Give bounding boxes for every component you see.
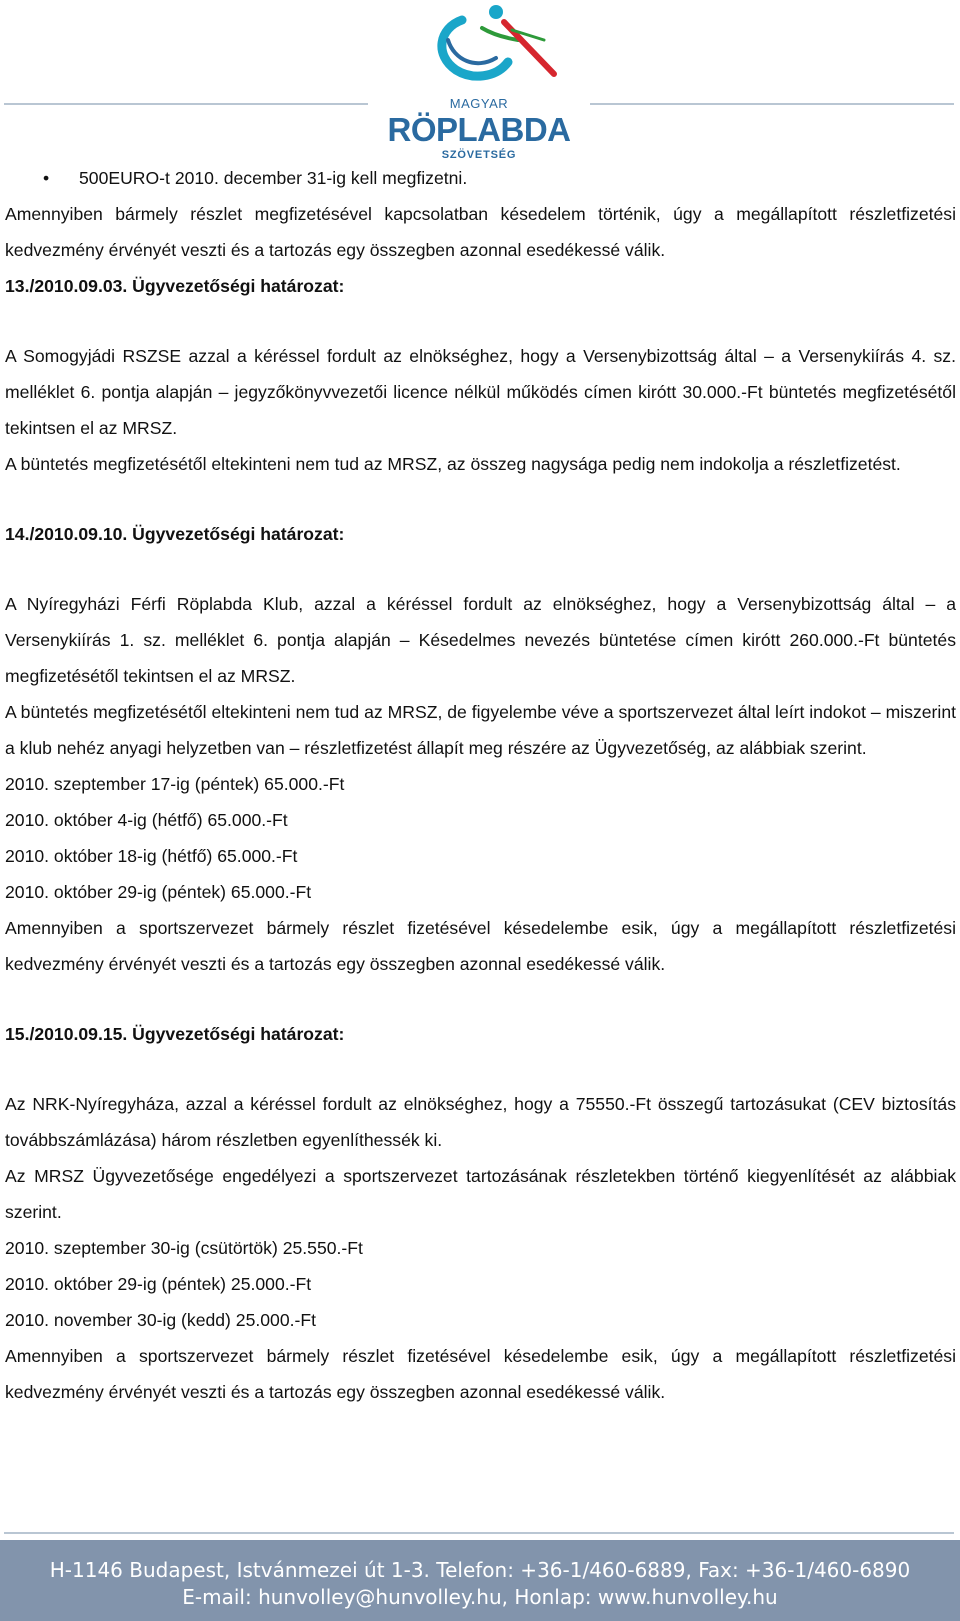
paragraph-late-payment: Amennyiben bármely részlet megfizetésével kapcsolatban késedelem történik, úgy a megállapított részletfizetési kedvezmény érvényét veszti és a tartozás egy összegben azonnal esedékessé válik. [5,204,956,260]
logo-text-roplabda: RÖPLABDA [387,111,571,148]
spacer [5,552,956,586]
footer-rule [4,1532,954,1534]
paragraph-13-decision: A büntetés megfizetésétől eltekinteni nem tud az MRSZ, az összeg nagysága pedig nem indokolja a részletfizetést. [5,454,901,474]
resolution-heading-14: 14./2010.09.10. Ügyvezetőségi határozat: [5,524,345,544]
paragraph-15-decision: Az MRSZ Ügyvezetősége engedélyezi a sportszervezet tartozásának részletekben történő kiegyenlítését az alábbiak szerint. [5,1166,956,1222]
resolution-heading-13: 13./2010.09.03. Ügyvezetőségi határozat: [5,276,345,296]
installment-line: 2010. november 30-ig (kedd) 25.000.-Ft [5,1310,317,1330]
paragraph-14-request: A Nyíregyházi Férfi Röplabda Klub, azzal a kéréssel fordult az elnökséghez, hogy a Versenybizottság által – a Versenykiírás 1. sz. melléklet 6. pontja alapján – Késedelmes nevezés büntetése címen kirótt 260.000.-Ft büntetés megfizetésétől tekintsen el az MRSZ. [5,594,956,686]
bullet-item [5,160,956,196]
paragraph-14-late-payment: Amennyiben a sportszervezet bármely részlet fizetésével késedelembe esik, úgy a megállapított részletfizetési kedvezmény érvényét veszti és a tartozás egy összegben azonnal esedékessé válik. [5,918,956,974]
installment-line: 2010. szeptember 17-ig (péntek) 65.000.-Ft [5,774,345,794]
volleyball-player-logo-icon [384,0,574,100]
bullet-text: 500EURO-t 2010. december 31-ig kell megfizetni. [79,168,468,188]
spacer [5,482,956,516]
installment-line: 2010. október 18-ig (hétfő) 65.000.-Ft [5,846,298,866]
spacer [5,1052,956,1086]
footer-email-web: E-mail: hunvolley@hunvolley.hu, Honlap: www.hunvolley.hu [182,1585,778,1609]
spacer [5,982,956,1016]
logo-text-magyar: MAGYAR [449,96,509,111]
installment-line: 2010. szeptember 30-ig (csütörtök) 25.550.-Ft [5,1238,363,1258]
installment-line: 2010. október 29-ig (péntek) 65.000.-Ft [5,882,312,902]
logo-text-szovetseg: SZÖVETSÉG [441,149,517,161]
paragraph-15-late-payment: Amennyiben a sportszervezet bármely részlet fizetésével késedelembe esik, úgy a megállapított részletfizetési kedvezmény érvényét veszti és a tartozás egy összegben azonnal esedékessé válik. [5,1346,956,1402]
footer-contact-bar [0,1540,960,1621]
paragraph-15-request: Az NRK-Nyíregyháza, azzal a kéréssel fordult az elnökséghez, hogy a 75550.-Ft összegű tartozásukat (CEV biztosítás továbbszámlázása) három részletben egyenlíthessék ki. [5,1094,956,1150]
bullet-dot-icon: • [43,168,50,188]
paragraph-13-request: A Somogyjádi RSZSE azzal a kéréssel fordult az elnökséghez, hogy a Versenybizottság által – a Versenykiírás 4. sz. melléklet 6. pontja alapján – jegyzőkönyvvezetői licence nélkül működés címen kirótt 30.000.-Ft büntetés megfizetésétől tekintsen el az MRSZ. [5,346,956,438]
header-rule-right [590,103,954,105]
federation-logo [384,0,574,168]
resolution-heading-15: 15./2010.09.15. Ügyvezetőségi határozat: [5,1024,345,1044]
installment-line: 2010. október 4-ig (hétfő) 65.000.-Ft [5,810,288,830]
document-body [5,160,956,1410]
letterhead [0,0,960,170]
header-rule-left [4,103,368,105]
footer-address: H-1146 Budapest, Istvánmezei út 1-3. Telefon: +36-1/460-6889, Fax: +36-1/460-6890 [49,1558,911,1582]
spacer [5,304,956,338]
paragraph-14-decision: A büntetés megfizetésétől eltekinteni nem tud az MRSZ, de figyelembe véve a sportszervezet által leírt indokot – miszerint a klub nehéz anyagi helyzetben van – részletfizetést állapít meg részére az Ügyvezetőség, az alábbiak szerint. [5,702,956,758]
installment-line: 2010. október 29-ig (péntek) 25.000.-Ft [5,1274,312,1294]
